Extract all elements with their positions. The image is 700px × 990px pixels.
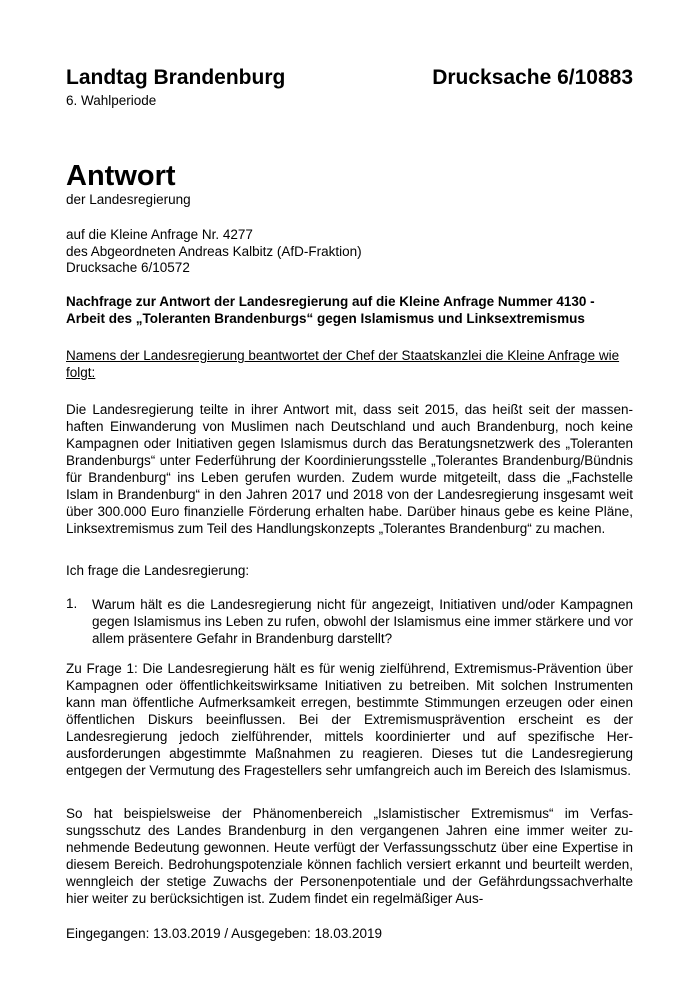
document-subtitle: der Landesregierung [66, 192, 191, 207]
legislative-period: 6. Wahlperiode [66, 93, 157, 108]
parliament-name: Landtag Brandenburg [66, 66, 286, 89]
footer-dates: Eingegangen: 13.03.2019 / Ausgegeben: 18.03.2019 [66, 926, 383, 941]
answer-intro: Namens der Landesregierung beantwortet der Chef der Staatskanzlei die Kleine Anfrage wie folgt: [66, 348, 620, 380]
inquiry-print-number: Drucksache 6/10572 [66, 260, 190, 275]
question-text: Warum hält es die Landesregierung nicht für angezeigt, Initiativen und/oder Kampagnen gegen Islamismus ins Leben zu rufen, obwohl der Islamismus eine immer stärkere und vor allem präsentere Gefahr in Brandenburg darstellt? [92, 597, 633, 646]
question-number: 1. [66, 596, 78, 611]
ask-line: Ich frage die Landesregierung: [66, 563, 250, 578]
inquiry-reference [66, 227, 362, 277]
document-title: Antwort [66, 160, 176, 192]
preamble-paragraph: Die Landesregierung teilte in ihrer Antwort mit, dass seit 2015, das heißt seit der massenhaften Einwanderung von Muslimen nach Deutschland und auch Brandenburg, noch keine Kampagnen oder Initiativen gegen Islamismus durch das Beratungsnetzwerk des „Toleranten Brandenburgs“ unter Federführung der Koordinierungsstelle „Tolerantes Brandenburg/Bündnis für Brandenburg“ ins Leben gerufen wurden. Zudem wurde mitgeteilt, dass die „Fachstelle Islam in Brandenburg“ in den Jahren 2017 und 2018 von der Landesregierung insgesamt weit über 300.000 Euro finanzielle Förderung erhalten habe. Darüber hinaus gebe es keine Pläne, Linksextremismus zum Teil des Handlungskonzepts „Tolerantes Brandenburg“ zu machen. [66, 402, 633, 536]
answer-paragraph-2: So hat beispielsweise der Phänomenbereich „Islamistischer Extremismus“ im Verfassungsschutz des Landes Brandenburg in den vergangenen Jahren eine immer weiter zunehmende Bedeutung gewonnen. Heute verfügt der Verfassungsschutz über eine Expertise in diesem Bereich. Bedrohungspotenziale können fachlich versiert erkannt und beurteilt werden, wenngleich der stetige Zuwachs der Personenpotentiale und der Gefährdungssachverhalte hier weiter zu berücksichtigen ist. Zudem findet ein regelmäßiger Aus- [66, 806, 633, 906]
print-number: Drucksache 6/10883 [432, 66, 633, 89]
inquiry-number: auf die Kleine Anfrage Nr. 4277 [66, 227, 253, 242]
subject-heading: Nachfrage zur Antwort der Landesregierung auf die Kleine Anfrage Nummer 4130 - Arbeit des „Toleranten Brandenburgs“ gegen Islamismus und Linksextremismus [66, 294, 595, 326]
inquiry-author: des Abgeordneten Andreas Kalbitz (AfD-Fraktion) [66, 243, 362, 259]
answer-paragraph-1: Zu Frage 1: Die Landesregierung hält es für wenig zielführend, Extremismus-Prävention über Kampagnen oder öffentlichkeitswirksame Initiativen zu betreiben. Mit solchen Instrumenten kann man öffentliche Aufmerksamkeit erregen, bestimmte Stimmungen erzeugen oder einen öffentlichen Diskurs beeinflussen. Bei der Extremismusprävention erscheint es der Landesregierung jedoch zielführender, mittels koordinierter und auf spezifische Herausforderungen abgestimmte Maßnahmen zu reagieren. Dieses tut die Landesregierung entgegen der Vermutung des Fragestellers sehr umfangreich auch im Bereich des Islamismus. [66, 661, 633, 778]
